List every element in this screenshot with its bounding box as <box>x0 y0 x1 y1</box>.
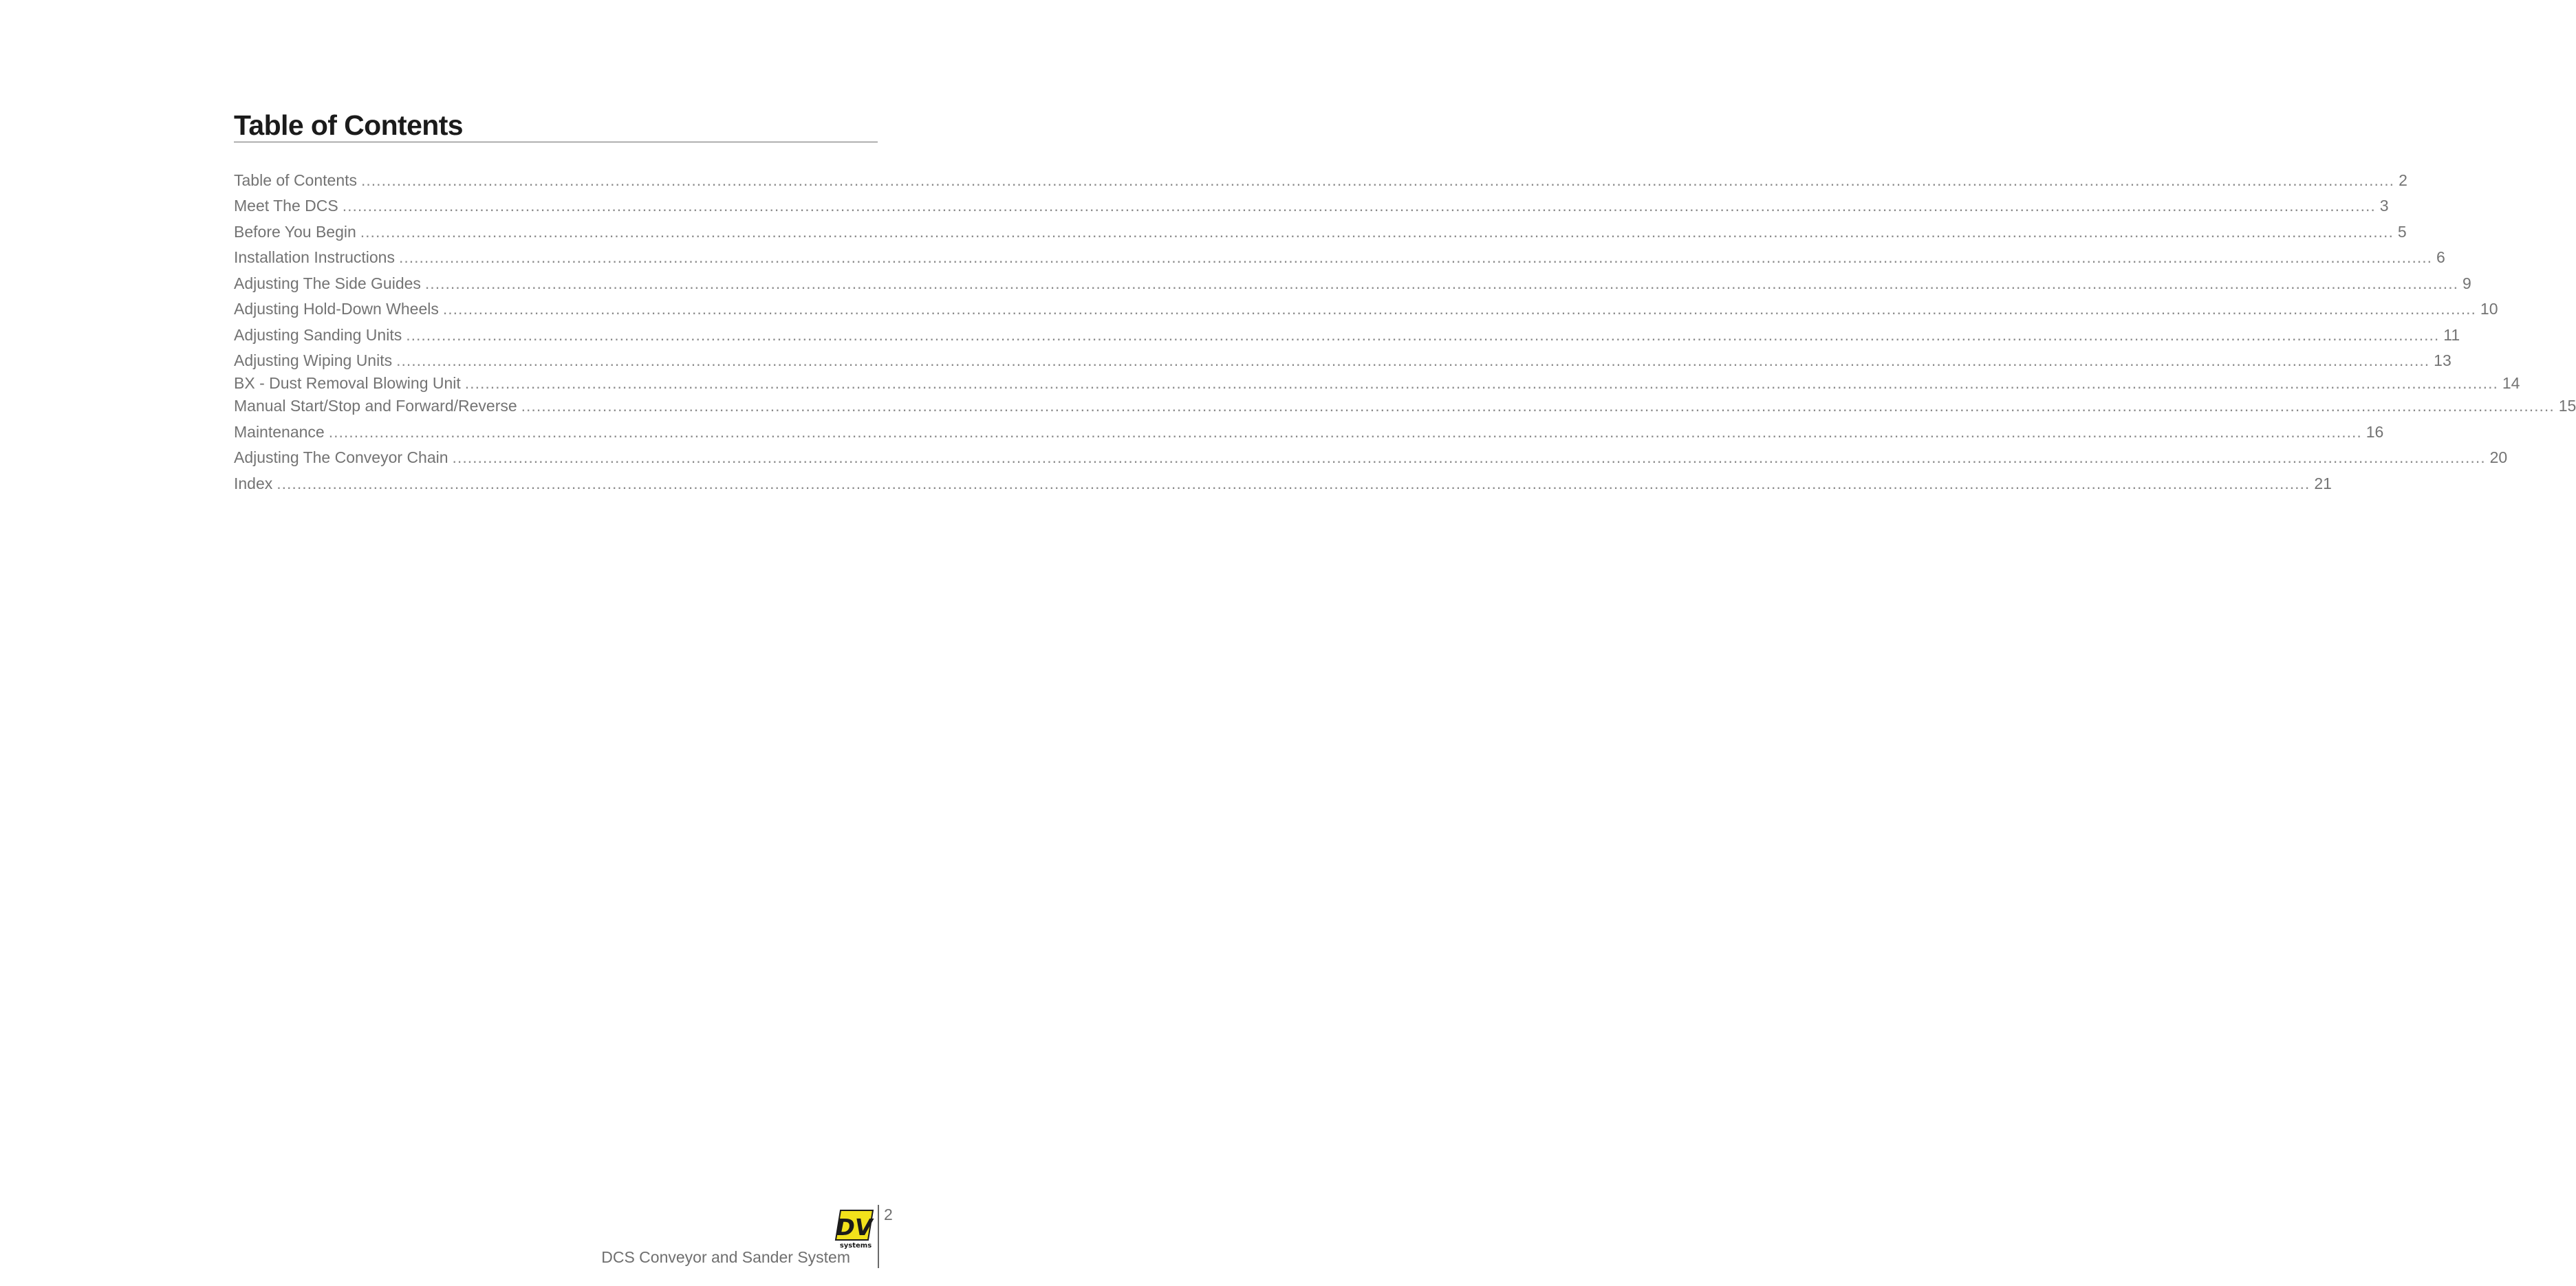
toc-entry-label: Maintenance <box>234 423 325 441</box>
toc-entry-page: 15 <box>2558 397 2576 415</box>
toc-entry-label: Manual Start/Stop and Forward/Reverse <box>234 397 517 415</box>
toc-entry-page: 9 <box>2462 274 2471 292</box>
toc-leader-dots: ................................................................................................................................................................................................................................................................................................................................................................................................................ <box>328 423 2362 441</box>
toc-leader-dots: ................................................................................................................................................................................................................................................................................................................................................................................................................ <box>342 197 2376 215</box>
toc-entry[interactable] <box>234 221 2407 243</box>
toc-leader-dots: ................................................................................................................................................................................................................................................................................................................................................................................................................ <box>464 374 2498 392</box>
toc-entry-label: Adjusting Sanding Units <box>234 326 402 344</box>
toc-entry[interactable] <box>234 169 2407 191</box>
logo-subtext: systems <box>839 1242 872 1250</box>
page-title: Table of Contents <box>234 109 463 141</box>
toc-entry-label: Meet The DCS <box>234 197 338 215</box>
logo-mark-text: DV <box>836 1214 873 1241</box>
toc-entry[interactable] <box>234 421 2384 443</box>
toc-entry-label: Table of Contents <box>234 171 358 189</box>
toc-entry-label: Index <box>234 475 273 492</box>
toc-entry-page: 5 <box>2397 223 2407 241</box>
page-number: 2 <box>884 1206 893 1223</box>
toc-entry-page: 14 <box>2502 374 2520 392</box>
dv-systems-logo-icon <box>834 1209 874 1249</box>
toc-leader-dots: ................................................................................................................................................................................................................................................................................................................................................................................................................ <box>521 397 2555 415</box>
toc-entry-page: 20 <box>2489 448 2508 466</box>
toc-leader-dots: ................................................................................................................................................................................................................................................................................................................................................................................................................ <box>452 448 2486 466</box>
toc-entry[interactable] <box>234 272 2471 294</box>
toc-leader-dots: ................................................................................................................................................................................................................................................................................................................................................................................................................ <box>398 248 2433 266</box>
toc-entry-page: 21 <box>2314 475 2332 492</box>
toc-entry-label: Adjusting The Conveyor Chain <box>234 448 448 466</box>
toc-leader-dots: ................................................................................................................................................................................................................................................................................................................................................................................................................ <box>277 475 2310 492</box>
toc-leader-dots: ................................................................................................................................................................................................................................................................................................................................................................................................................ <box>424 274 2458 292</box>
toc-entry[interactable] <box>234 395 2576 417</box>
toc-entry[interactable] <box>234 349 2451 371</box>
toc-entry-page: 10 <box>2480 300 2498 318</box>
toc-entry-page: 13 <box>2434 351 2451 369</box>
toc-entry[interactable] <box>234 246 2445 268</box>
toc-entry-label: Adjusting The Side Guides <box>234 274 421 292</box>
toc-entry-page: 11 <box>2443 326 2460 344</box>
toc-entry-label: Installation Instructions <box>234 248 395 266</box>
toc-entry[interactable] <box>234 472 2332 494</box>
toc-entry[interactable] <box>234 298 2498 320</box>
footer-divider <box>878 1205 879 1268</box>
toc-leader-dots: ................................................................................................................................................................................................................................................................................................................................................................................................................ <box>406 326 2440 344</box>
toc-entry[interactable] <box>234 446 2508 468</box>
toc-entry[interactable] <box>234 372 2520 394</box>
toc-leader-dots: ................................................................................................................................................................................................................................................................................................................................................................................................................ <box>396 351 2430 369</box>
footer-document-title: DCS Conveyor and Sander System <box>601 1248 850 1266</box>
toc-entry-page: 16 <box>2366 423 2384 441</box>
toc-entry-page: 6 <box>2436 248 2445 266</box>
toc-entry-label: Before You Begin <box>234 223 356 241</box>
toc-heading-block <box>234 109 878 142</box>
toc-leader-dots: ................................................................................................................................................................................................................................................................................................................................................................................................................ <box>360 223 2394 241</box>
toc-entry-label: Adjusting Wiping Units <box>234 351 393 369</box>
toc-leader-dots: ................................................................................................................................................................................................................................................................................................................................................................................................................ <box>442 300 2476 318</box>
toc-entry-page: 3 <box>2379 197 2389 215</box>
toc-entry[interactable] <box>234 195 2389 217</box>
toc-entry-page: 2 <box>2399 171 2407 189</box>
toc-entry-label: BX - Dust Removal Blowing Unit <box>234 374 461 392</box>
toc-entry-label: Adjusting Hold-Down Wheels <box>234 300 439 318</box>
toc-leader-dots: ................................................................................................................................................................................................................................................................................................................................................................................................................ <box>361 171 2395 189</box>
toc-entry[interactable] <box>234 324 2460 346</box>
